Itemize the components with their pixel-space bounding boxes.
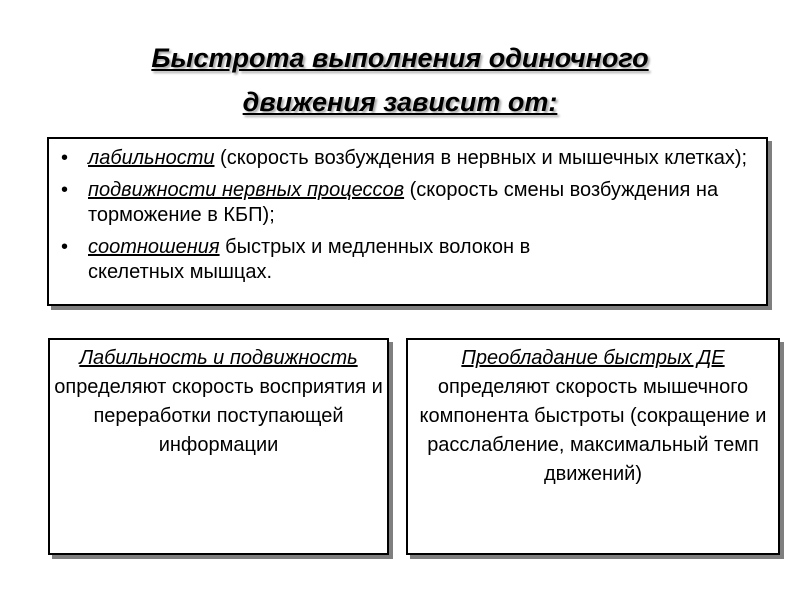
- factor-term: подвижности нервных процессов: [88, 179, 405, 201]
- fast-units-box: [406, 338, 780, 555]
- list-item: [61, 146, 756, 171]
- slide-title: [40, 36, 760, 124]
- bullet-icon: •: [61, 179, 69, 201]
- factor-description: быстрых и медленных волокон в: [219, 236, 531, 258]
- title-line-2: движения зависит от:: [242, 87, 558, 117]
- fast-units-body: определяют скорость мышечного компонента быстроты (сокращение и расслабление, максимальный темп движений): [419, 376, 767, 485]
- bullet-icon: •: [61, 236, 69, 258]
- title-line-1: Быстрота выполнения одиночного: [151, 43, 649, 73]
- factor-term: лабильности: [88, 147, 215, 169]
- lability-body: определяют скорость восприятия и переработки поступающей информации: [54, 376, 383, 456]
- factors-list: [49, 139, 766, 285]
- list-item: [61, 178, 756, 228]
- factor-description: (скорость возбуждения в нервных и мышечных клетках);: [214, 147, 748, 169]
- lability-box: [48, 338, 389, 555]
- list-item: [61, 235, 756, 285]
- factor-description-continued: скелетных мышцах.: [88, 261, 273, 283]
- factor-term: соотношения: [88, 236, 220, 258]
- factors-box: [47, 137, 768, 306]
- lability-heading: Лабильность и подвижность: [79, 347, 358, 369]
- factor-description: (скорость смены возбуждения на торможение в КБП);: [88, 179, 719, 226]
- bullet-icon: •: [61, 147, 69, 169]
- fast-units-heading: Преобладание быстрых ДЕ: [461, 347, 725, 369]
